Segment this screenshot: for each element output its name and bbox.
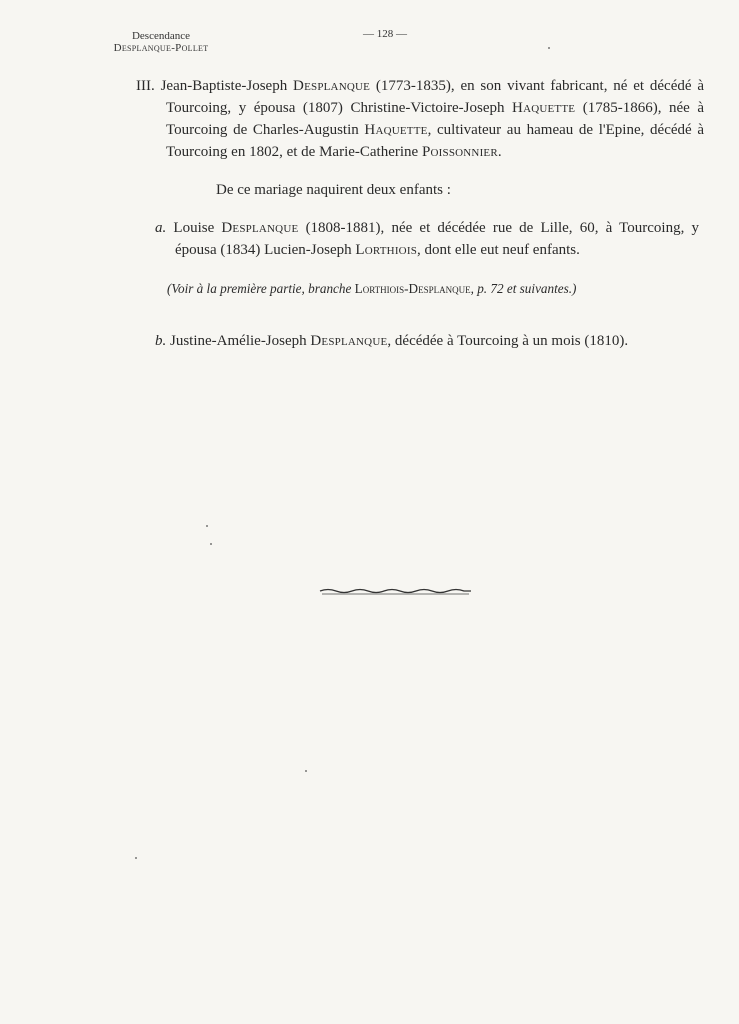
running-head-line1: Descendance [131,30,191,42]
section-text-3: , cultivateur au hameau de l'Epine, décédé à Tourcoing en 1802, et de Marie-Catherine [166,122,704,160]
paper-speck [305,770,307,772]
running-head [96,30,226,54]
father-surname: Haquette [364,122,428,138]
child-a-text-1: (1808-1881), née et décédée rue de Lille, 60, à Tourcoing, y épousa (1834) Lucien-Joseph [175,220,699,258]
note-text-2: , p. 72 et suivantes.) [470,281,577,296]
running-head-line2: Desplanque-Pollet [113,42,209,54]
cross-reference-note [167,280,707,298]
ornamental-divider [318,585,473,599]
section-text-4: . [497,144,502,160]
paper-speck [135,857,137,859]
page-number: — 128 — [363,28,407,40]
section-text-2: (1785-1866), née à Tourcoing de Charles-Augustin [166,100,704,138]
children-intro: De ce mariage naquirent deux enfants : [216,182,451,198]
child-a-first-name: Louise [173,220,215,236]
paper-speck [206,525,208,527]
child-a-text-2: , dont elle eut neuf enfants. [417,242,580,258]
section-numeral: III. [136,78,155,94]
paper-speck [548,47,550,49]
child-b-paragraph [155,330,715,352]
child-a-spouse-surname: Lorthiois [355,242,418,258]
mother-surname: Poissonnier [421,144,498,160]
child-b-surname: Desplanque [310,333,388,349]
person-first-names: Jean-Baptiste-Joseph [160,78,288,94]
note-branch-name: Lorthiois-Desplanque [354,281,471,296]
child-a-surname: Desplanque [221,220,299,236]
child-a-paragraph [155,217,699,261]
section-text-1: (1773-1835), en son vivant fabricant, né et décédé à Tourcoing, y épousa (1807) Christine-Victoire-Joseph [166,78,705,116]
child-a-letter: a. [155,220,167,236]
child-b-first-names: Justine-Amélie-Joseph [170,333,307,349]
child-b-letter: b. [155,333,167,349]
note-text-1: (Voir à la première partie, branche [167,281,352,296]
person-surname: Desplanque [293,78,371,94]
child-b-text-1: , décédée à Tourcoing à un mois (1810). [387,333,629,349]
section-III-paragraph [136,75,704,163]
spouse-surname: Haquette [512,100,576,116]
paper-speck [210,543,212,545]
